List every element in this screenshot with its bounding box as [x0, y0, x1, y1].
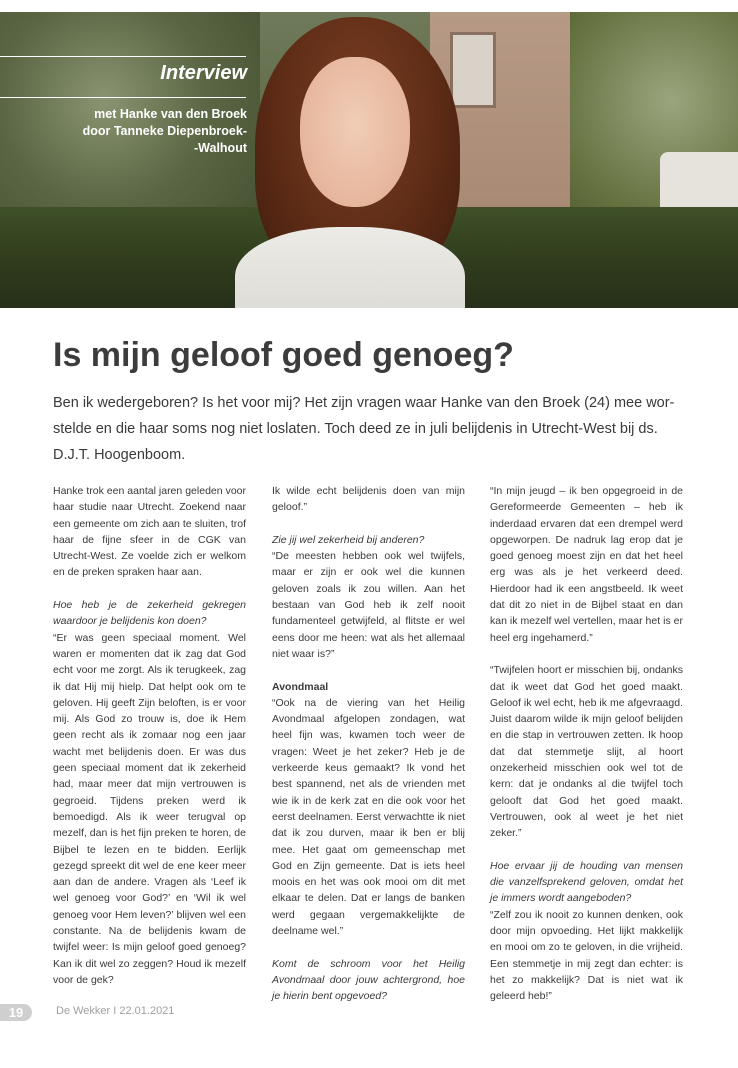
intro-line: D.J.T. Hoogenboom. [53, 447, 186, 463]
column-3 [490, 483, 683, 1005]
question: Hoe ervaar jij de houding van mensen die vanzelfsprekend geloven, omdat het je immers wordt aangeboden? [490, 859, 683, 905]
intro-line: Ben ik wedergeboren? Is het voor mij? Het zijn vragen waar Hanke van den Broek (24) mee wor- [53, 395, 675, 411]
byline-line: met Hanke van den Broek [94, 107, 247, 121]
question: Hoe heb je de zekerheid gekregen waardoor je belijdenis kon doen? [53, 599, 246, 628]
byline-line: -Walhout [194, 141, 247, 155]
intro-line: stelde en die haar soms nog niet loslaten. Toch deed ze in juli belijdenis in Utrecht-West bij ds. [53, 421, 658, 437]
subheading: Avondmaal [272, 680, 329, 693]
photo-window [450, 32, 496, 108]
article-intro [53, 390, 693, 468]
paragraph: “Zelf zou ik nooit zo kunnen denken, ook door mijn opvoeding. Het lijkt makkelijk en mooi om zo te geloven, in die vrijheid. Een stemmetje in mij zegt dan echter: is het zo makkelijk? Dat is niet wat ik geleerd heb!” [490, 908, 683, 1003]
section-label: Interview [160, 62, 247, 84]
paragraph: “Er was geen speciaal moment. Wel waren er momenten dat ik zag dat God echt voor me zorgt. Als ik terugkeek, zag ik dat Hij mij hielp. Dat helpt ook om te geloven. Hij geeft Zijn beloften, is er voor mij. Als God zo trouw is, doe ik Hem geen recht als ik zomaar nog een jaar wacht met belijdenis doen. Er was dus geen speciaal moment dat ik zekerheid had, maar meer dat mijn vertrouwen is gegroeid. Tijdens preken werd ik bemoedigd. Als ik weer terugval op mezelf, dan is het fijn preken te horen, de Bijbel te lezen en te bidden. Eerlijk gezegd spreekt dit wel de ene keer meer aan dan de andere. Vragen als ‘Leef ik wel genoeg voor God?’ en ‘Wil ik wel genoeg voor Hem leven?’ blijven wel een constante. Na de belijdenis kwam de twijfel weer: Is mijn geloof goed genoeg? Kan ik dit wel zo zeggen? Houd ik mezelf voor de gek? [53, 631, 246, 986]
paragraph: Ik wilde echt belijdenis doen van mijn geloof.” [272, 485, 465, 514]
column-1 [53, 483, 246, 988]
header-rule-bottom [0, 97, 246, 98]
portrait-face [300, 57, 410, 207]
question: Komt de schroom voor het Heilig Avondmaal door jouw achtergrond, hoe je hierin bent opgevoed? [272, 957, 465, 1003]
paragraph: “Ook na de viering van het Heilig Avondmaal afgelopen zondagen, wat heel fijn was, kwamen toch weer de vragen: Weet je het zeker? Heb je de verkeerde keus gemaakt? Ik vond het best spannend, net als de vrienden met wie ik in de kerk zat en die ook voor het eerst deelnamen. Eerst verwachtte ik niet dat ik zou durven, maar ik ben er blij mee. Het gaat om gemeenschap met God en Zijn gemeente. Dat is iets heel moois en het was ook mooi om dit met elkaar te delen. Dat er langs de banken werd gegaan vergemakkelijkte de deelname wel.” [272, 696, 465, 938]
article-title: Is mijn geloof goed genoeg? [53, 336, 514, 374]
byline-line: door Tanneke Diepenbroek- [82, 124, 247, 138]
page-number: 19 [0, 1004, 32, 1021]
paragraph: “De meesten hebben ook wel twijfels, maar er zijn er ook wel die kunnen geloven zoals ik zou willen. Aan het bestaan van God heb ik zelf nooit fundamenteel getwijfeld, al flitste er wel eens door me heen: wat als het allemaal niet waar is?” [272, 550, 465, 660]
header-rule-top [0, 56, 246, 57]
column-2 [272, 483, 465, 1005]
paragraph: Hanke trok een aantal jaren geleden voor haar studie naar Utrecht. Zoekend naar een gemeente om zich aan te sluiten, trof haar de fijne sfeer in de CGK van Utrecht-West. Ze voelde zich er welkom en de preken spraken haar aan. [53, 485, 246, 579]
byline [7, 106, 247, 157]
publication-info: De Wekker I 22.01.2021 [56, 1005, 175, 1017]
hero-photo [0, 12, 738, 308]
portrait-shoulders [235, 227, 465, 308]
question: Zie jij wel zekerheid bij anderen? [272, 533, 425, 546]
paragraph: “Twijfelen hoort er misschien bij, ondanks dat ik weet dat God het goed maakt. Geloof ik wel echt, heb ik me afgevraagd. Juist daarom wilde ik mijn geloof belijden en die stap in vertrouwen zetten. Ik hoop dat dat stemmetje slijt, al hoort onzekerheid misschien ook wel tot de kern: dat je ondanks al die twijfel toch gelooft dat God het goed maakt. Vertrouwen, ook al weet je het niet zeker.” [490, 664, 683, 840]
paragraph: “In mijn jeugd – ik ben opgegroeid in de Gereformeerde Gemeenten – heb ik inderdaad ervaren dat een drempel werd opgeworpen. De nadruk lag erop dat je goed genoeg moest zijn en dat het heel erg was als je het verkeerd deed. Hierdoor had ik een angstbeeld. Ik weet dat dit zo niet in de Bijbel staat en dan kan ik mezelf wel vertellen, maar het is er heel erg ingehamerd.” [490, 485, 683, 644]
